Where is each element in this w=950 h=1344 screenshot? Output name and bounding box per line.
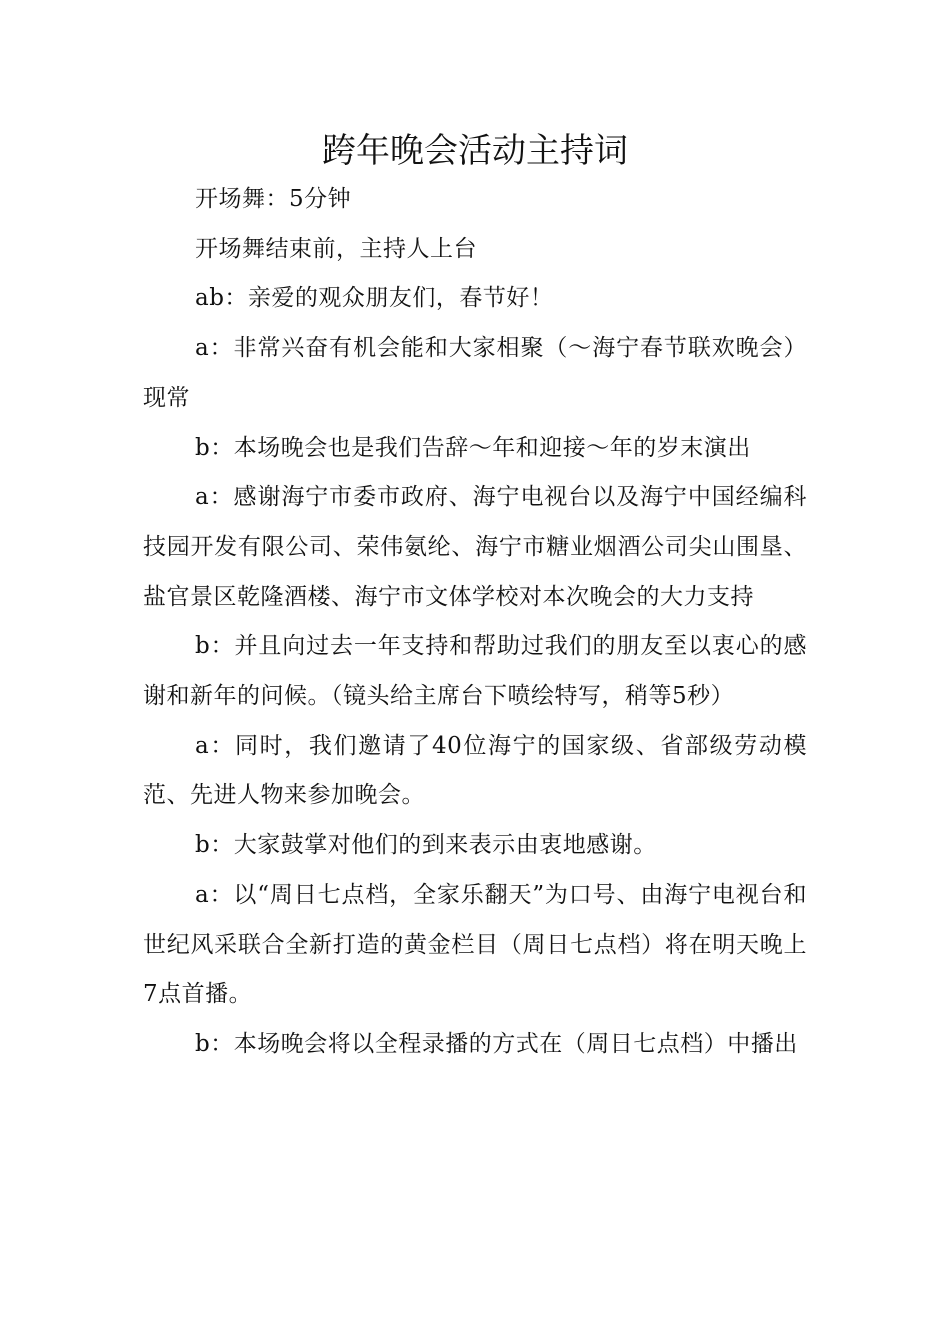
paragraph-a-program-premiere: a：以“周日七点档，全家乐翻天”为口号、由海宁电视台和世纪风采联合全新打造的黄金栏目（周日七点档）将在明天晚上7点首播。	[143, 881, 807, 1008]
paragraph-b-farewell: b：本场晚会也是我们告辞～年和迎接～年的岁末演出	[195, 434, 751, 461]
paragraph-opening-dance: 开场舞：5分钟	[195, 186, 352, 212]
document-body	[143, 175, 807, 1070]
paragraph-b-thanks-friends: b：并且向过去一年支持和帮助过我们的朋友至以衷心的感谢和新年的问候。（镜头给主席台下喷绘特写，稍等5秒）	[143, 633, 807, 710]
paragraph-a-thanks-sponsors: a：感谢海宁市委市政府、海宁电视台以及海宁中国经编科技园开发有限公司、荣伟氨纶、海宁市糖业烟酒公司尖山围垦、盐官景区乾隆酒楼、海宁市文体学校对本次晚会的大力支持	[143, 484, 807, 610]
paragraph-b-broadcast: b：本场晚会将以全程录播的方式在（周日七点档）中播出	[195, 1030, 798, 1057]
paragraph-b-applause: b：大家鼓掌对他们的到来表示由衷地感谢。	[195, 832, 657, 859]
paragraph-hosts-enter: 开场舞结束前，主持人上台	[195, 235, 477, 262]
paragraph-greeting: ab：亲爱的观众朋友们，春节好！	[195, 285, 554, 312]
document-title: 跨年晚会活动主持词	[322, 131, 628, 171]
paragraph-a-model-workers: a：同时，我们邀请了40位海宁的国家级、省部级劳动模范、先进人物来参加晚会。	[143, 732, 807, 809]
paragraph-a-excited: a：非常兴奋有机会能和大家相聚（～海宁春节联欢晚会）现常	[143, 335, 807, 411]
